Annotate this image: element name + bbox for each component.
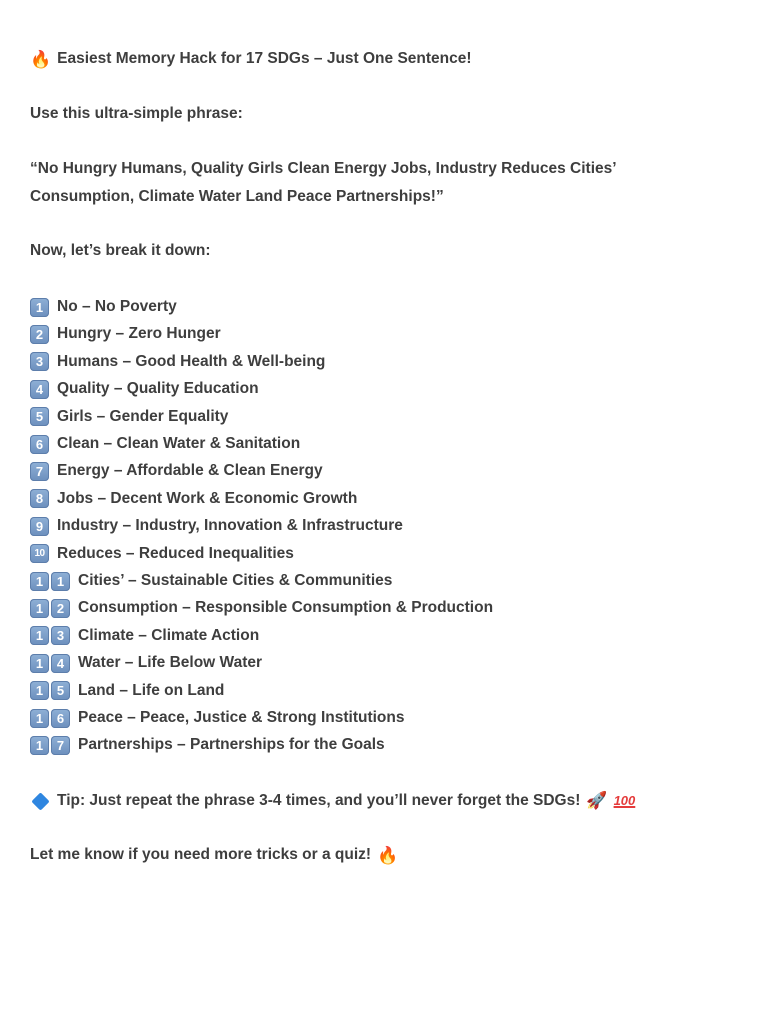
fire-icon: 🔥: [30, 49, 52, 69]
list-item-text: Consumption – Responsible Consumption & Production: [78, 599, 494, 617]
list-item-text: Peace – Peace, Justice & Strong Institutions: [78, 709, 405, 726]
keycap-digit: 3: [30, 352, 49, 371]
keycap-number-icon: [30, 681, 72, 700]
keycap-digit: 3: [51, 626, 70, 645]
keycap-number-icon: [30, 572, 72, 591]
list-item-text: Energy – Affordable & Clean Energy: [57, 462, 323, 480]
list-item-text: Girls – Gender Equality: [57, 407, 229, 425]
keycap-digit: 4: [30, 380, 49, 399]
list-item-text: Clean – Clean Water & Sanitation: [57, 435, 301, 452]
list-item: [30, 351, 325, 373]
keycap-number-icon: [30, 654, 72, 673]
phrase-line-2: [30, 186, 444, 208]
list-item: [30, 652, 262, 674]
phrase-text-1: “No Hungry Humans, Quality Girls Clean Energy Jobs, Industry Reduces Cities’: [30, 160, 617, 177]
list-item: [30, 543, 294, 565]
list-item: [30, 488, 357, 510]
keycap-digit: 1: [51, 572, 70, 591]
keycap-number-icon: [30, 352, 51, 371]
keycap-digit: 1: [30, 599, 49, 618]
list-item-text: Water – Life Below Water: [78, 654, 263, 672]
hundred-points-icon: 100: [613, 793, 636, 808]
list-item-text: Quality – Quality Education: [57, 380, 259, 398]
keycap-digit: 1: [30, 572, 49, 591]
keycap-digit: 8: [30, 489, 49, 508]
rocket-icon: 🚀: [586, 791, 608, 810]
keycap-number-icon: [30, 709, 72, 728]
keycap-digit: 1: [30, 736, 49, 755]
phrase-line-1: [30, 158, 617, 180]
keycap-number-icon: [30, 489, 51, 508]
keycap-number-icon: [30, 599, 72, 618]
intro-text: Use this ultra-simple phrase:: [30, 105, 243, 122]
list-item: [30, 707, 404, 729]
keycap-number-icon: [30, 517, 51, 536]
keycap-digit: 1: [30, 298, 49, 317]
list-item: [30, 296, 177, 318]
keycap-digit: 7: [30, 462, 49, 481]
keycap-digit: 5: [30, 407, 49, 426]
list-item: [30, 460, 323, 482]
list-item-text: Climate – Climate Action: [78, 626, 260, 644]
list-item-text: Cities’ – Sustainable Cities & Communities: [78, 572, 393, 589]
list-item-text: Jobs – Decent Work & Economic Growth: [57, 489, 358, 507]
keycap-digit: 1: [30, 709, 49, 728]
list-item: [30, 570, 392, 592]
fire-icon: 🔥: [377, 845, 399, 865]
list-item-text: Land – Life on Land: [78, 681, 225, 699]
keycap-digit: 2: [51, 599, 70, 618]
keycap-number-icon: [30, 435, 51, 454]
keycap-digit: 6: [30, 435, 49, 454]
keycap-digit: 2: [30, 325, 49, 344]
list-item: [30, 734, 385, 756]
tip-line: [30, 790, 635, 812]
list-item: [30, 597, 493, 619]
blue-diamond-icon: [31, 792, 49, 810]
list-item: [30, 680, 224, 702]
keycap-digit: 7: [51, 736, 70, 755]
title-text: Easiest Memory Hack for 17 SDGs – Just One Sentence!: [57, 50, 472, 67]
keycap-digit: 10: [30, 544, 49, 563]
keycap-digit: 1: [30, 654, 49, 673]
keycap-number-icon: [30, 325, 51, 344]
keycap-number-icon: [30, 407, 51, 426]
keycap-digit: 9: [30, 517, 49, 536]
list-item: [30, 378, 259, 400]
list-item: [30, 625, 259, 647]
list-item-text: Hungry – Zero Hunger: [57, 325, 221, 343]
keycap-number-icon: [30, 626, 72, 645]
list-item-text: Partnerships – Partnerships for the Goals: [78, 736, 385, 754]
list-item: [30, 433, 300, 455]
intro-line: [30, 103, 243, 125]
keycap-number-icon: [30, 380, 51, 399]
closing-line: [30, 844, 398, 866]
keycap-digit: 6: [51, 709, 70, 728]
breakdown-intro-text: Now, let’s break it down:: [30, 242, 211, 259]
keycap-number-icon: [30, 736, 72, 755]
phrase-text-2: Consumption, Climate Water Land Peace Partnerships!”: [30, 188, 444, 205]
keycap-number-icon: [30, 462, 51, 481]
closing-text: Let me know if you need more tricks or a quiz!: [30, 846, 372, 863]
list-item: [30, 323, 221, 345]
list-item-text: Reduces – Reduced Inequalities: [57, 544, 294, 562]
list-item-text: Humans – Good Health & Well-being: [57, 352, 326, 370]
title-line: [30, 48, 472, 70]
list-item: [30, 515, 403, 537]
list-item-text: Industry – Industry, Innovation & Infrastructure: [57, 517, 403, 535]
keycap-digit: 5: [51, 681, 70, 700]
breakdown-intro-line: [30, 240, 211, 262]
keycap-digit: 4: [51, 654, 70, 673]
keycap-digit: 1: [30, 681, 49, 700]
tip-text: Tip: Just repeat the phrase 3-4 times, and you’ll never forget the SDGs!: [57, 792, 581, 809]
keycap-number-icon: [30, 298, 51, 317]
list-item-text: No – No Poverty: [57, 298, 177, 315]
list-item: [30, 406, 228, 428]
keycap-digit: 1: [30, 626, 49, 645]
keycap-number-icon: [30, 544, 51, 563]
